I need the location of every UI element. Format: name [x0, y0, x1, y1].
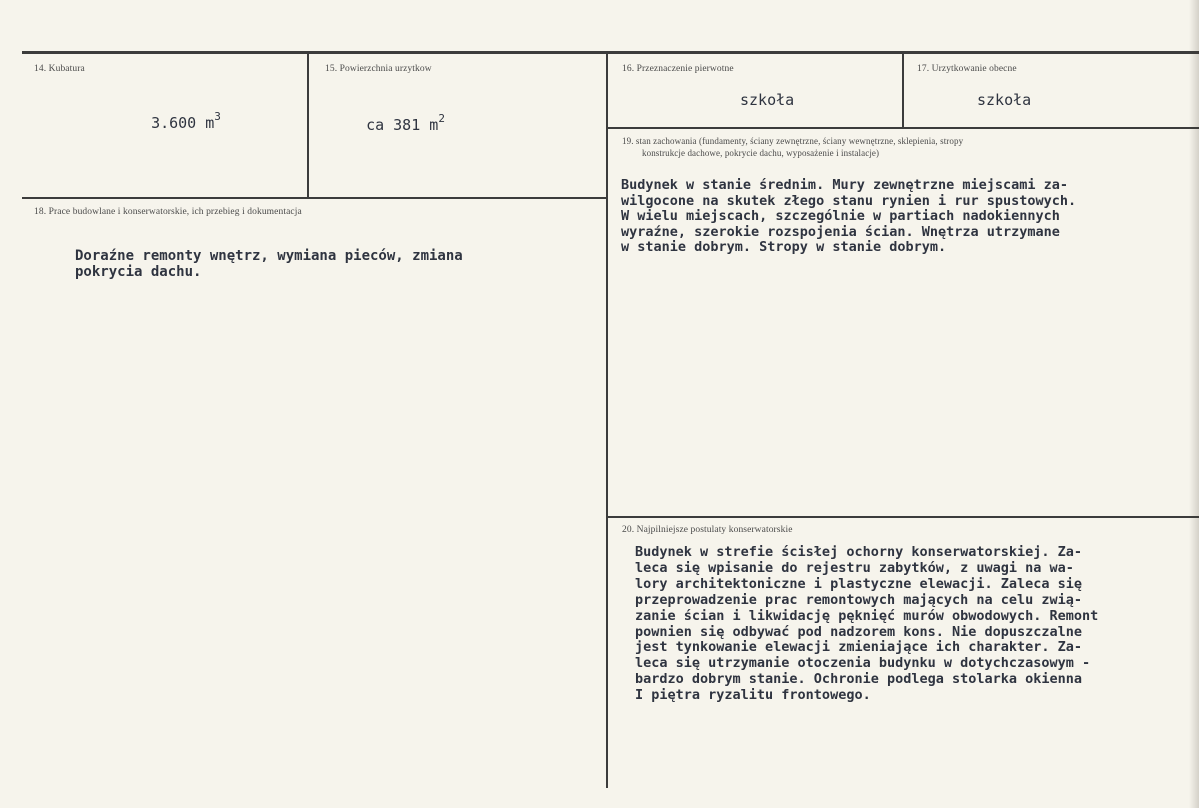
- left-top-divider: [22, 197, 606, 199]
- field-19-label-line2: konstrukcje dachowe, pokrycie dachu, wyposażenie i instalacje): [642, 148, 880, 158]
- powierzchnia-unit-sup: 2: [438, 111, 445, 125]
- kubatura-value: [133, 100, 221, 132]
- przeznaczenie-value: szkoła: [740, 91, 795, 109]
- top-border: [22, 51, 1199, 54]
- field-15-label: 15. Powierzchnia urzytkow: [325, 64, 432, 74]
- field-18-label: 18. Prace budowlane i konserwatorskie, ich przebieg i dokumentacja: [34, 207, 302, 217]
- prace-text: Doraźne remonty wnętrz, wymiana pieców, zmiana pokrycia dachu.: [75, 248, 463, 280]
- stan-zachowania-text: Budynek w stanie średnim. Mury zewnętrzne miejscami za- wilgocone na skutek złego stanu rynien i rur spustowych. W wielu miejscach, szczególnie w partiach nadokiennych wyraźne, szerokie rozspojenia ścian. Wnętrza utrzymane w stanie dobrym. Stropy w stanie dobrym.: [621, 177, 1077, 255]
- powierzchnia-value: [348, 102, 445, 134]
- kubatura-number: 3.600 m: [151, 113, 215, 132]
- field-14-label: 14. Kubatura: [34, 64, 85, 74]
- postulaty-text: Budynek w strefie ścisłej ochorny konserwatorskiej. Za- leca się wpisanie do rejestru zabytków, z uwagi na wa- lory architektoniczne i plastyczne elewacji. Zaleca się przeprowadzenie prac remontowych mających na celu zwią- zanie ścian i likwidację pęknięć murów obwodowych. Remont pownien się odbywać pod nadzorem kons. Nie dopuszczalne jest tynkowanie elewacji zmieniające ich charakter. Za- leca się utrzymanie otoczenia budynku w dotychczasowym - bardzo dobrym stanie. Ochronie podlega stolarka okienna I piętra ryzalitu frontowego.: [635, 544, 1099, 704]
- field-17-label: 17. Urzytkowanie obecne: [917, 64, 1017, 74]
- center-divider: [606, 53, 608, 788]
- kubatura-unit-sup: 3: [214, 109, 221, 123]
- divider-16-17: [902, 53, 904, 128]
- divider-14-15: [307, 53, 309, 198]
- field-16-label: 16. Przeznaczenie pierwotne: [622, 64, 734, 74]
- right-lower-divider: [608, 516, 1199, 518]
- field-19-label-line1: 19. stan zachowania (fundamenty, ściany zewnętrzne, ściany wewnętrzne, sklepienia, stropy: [622, 136, 964, 146]
- field-20-label: 20. Najpilniejsze postulaty konserwatorskie: [622, 525, 793, 535]
- paper-edge-shadow: [1189, 0, 1199, 808]
- powierzchnia-number: ca 381 m: [366, 115, 439, 134]
- uzytkowanie-value: szkoła: [977, 91, 1032, 109]
